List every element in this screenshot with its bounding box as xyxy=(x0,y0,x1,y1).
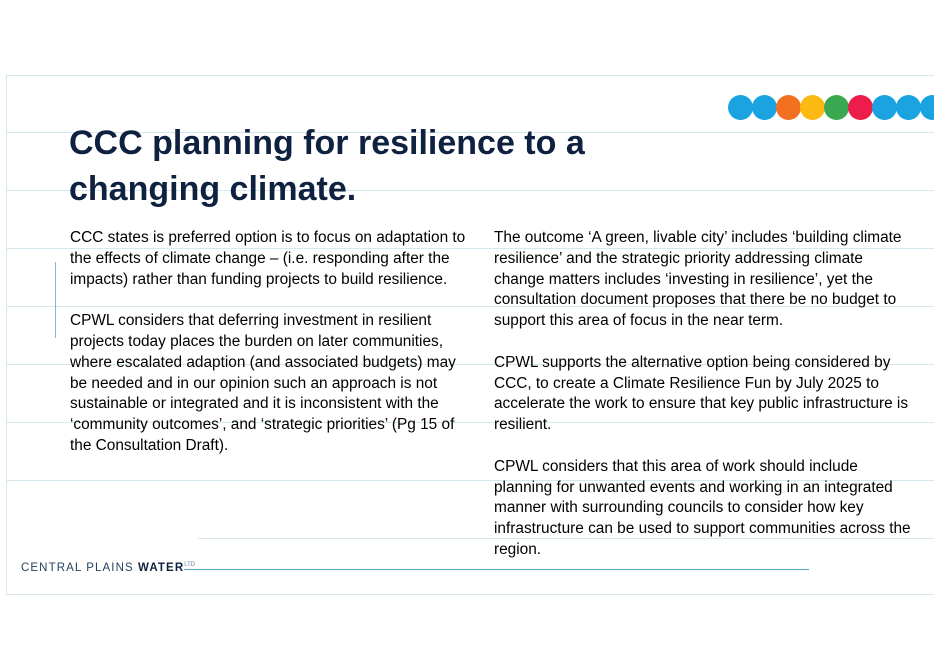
accent-line xyxy=(55,262,56,338)
brand-dot xyxy=(872,95,897,120)
right-text-column xyxy=(494,228,914,582)
logo-text-bold: WATER xyxy=(138,562,185,574)
brand-dot xyxy=(848,95,873,120)
paragraph: CPWL supports the alternative option being considered by CCC, to create a Climate Resilience Fun by July 2025 to accelerate the work to ensure that key public infrastructure is resilient. xyxy=(494,353,909,434)
footer-rule xyxy=(184,569,809,570)
company-logo xyxy=(21,562,195,574)
paragraph: CCC states is preferred option is to focus on adaptation to the effects of climate change – (i.e. responding after the impacts) rather than funding projects to build resilience. xyxy=(70,229,466,288)
brand-dot xyxy=(776,95,801,120)
brand-dot xyxy=(800,95,825,120)
logo-text: CENTRAL PLAINS xyxy=(21,562,139,574)
brand-dot xyxy=(920,95,934,120)
rule-line xyxy=(6,594,934,595)
paragraph: The outcome ‘A green, livable city’ includes ‘building climate resilience’ and the strategic priority addressing climate change matters includes ‘investing in resilience’, yet the consultation document proposes that there be no budget to support this area of focus in the near term. xyxy=(494,229,902,330)
brand-dot xyxy=(728,95,753,120)
slide-title: CCC planning for resilience to a changing climate. xyxy=(69,124,585,208)
paragraph: CPWL considers that this area of work should include planning for unwanted events and working in an integrated manner with surrounding councils to consider how key infrastructure can be used to support communities across the region. xyxy=(494,457,911,558)
paragraph: CPWL considers that deferring investment in resilient projects today places the burden on later communities, where escalated adaption (and associated budgets) may be needed and in our opinion such an approach is not sustainable or integrated and it is inconsistent with the ‘community outcomes’, and ‘strategic priorities’ (Pg 15 of the Consultation Draft). xyxy=(70,312,456,454)
logo-suffix: LTD xyxy=(184,562,196,569)
brand-dot xyxy=(752,95,777,120)
brand-dot xyxy=(896,95,921,120)
brand-dot xyxy=(824,95,849,120)
rule-line xyxy=(6,75,934,76)
left-text-column xyxy=(70,228,475,478)
brand-dots xyxy=(728,95,934,120)
rule-line-vertical xyxy=(6,75,7,594)
